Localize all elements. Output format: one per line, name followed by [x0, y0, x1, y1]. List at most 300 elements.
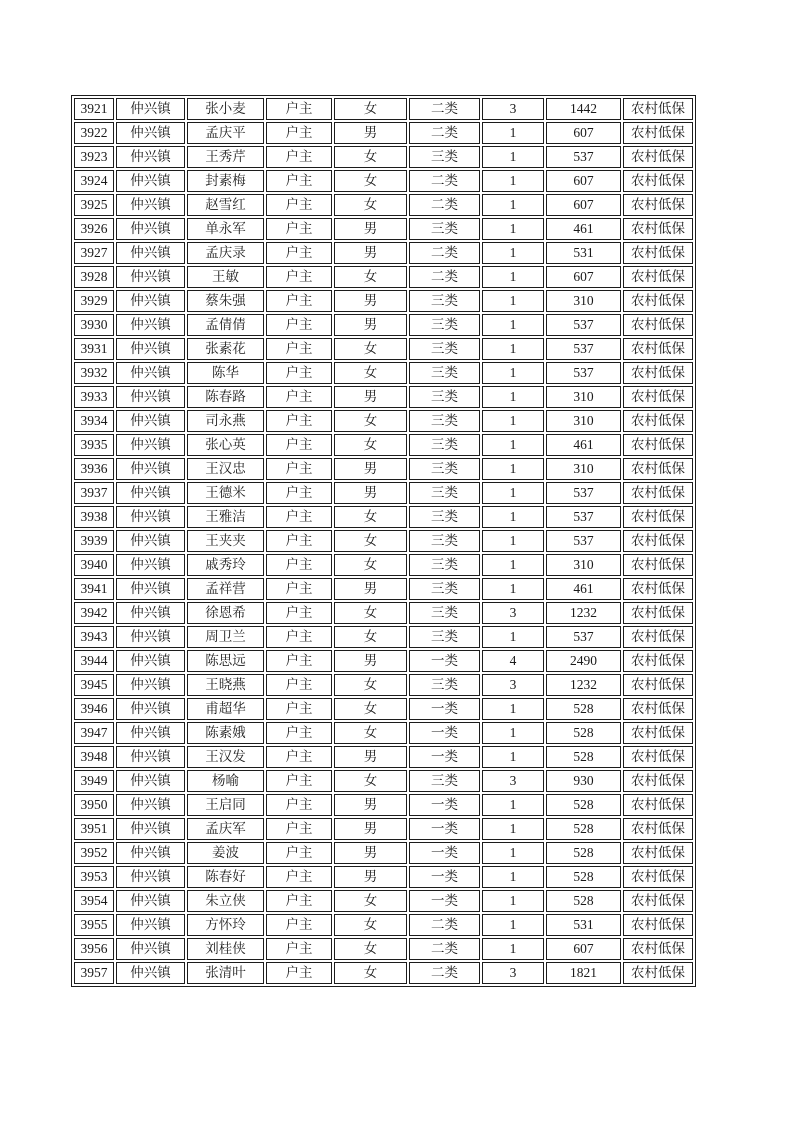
cell-gender: 男: [334, 482, 407, 504]
table-row: [74, 938, 693, 960]
table-row: [74, 122, 693, 144]
cell-serial: 3946: [74, 698, 114, 720]
cell-relation: 户主: [266, 818, 332, 840]
cell-gender: 女: [334, 362, 407, 384]
cell-gender: 女: [334, 506, 407, 528]
cell-category: 三类: [409, 386, 480, 408]
cell-serial: 3953: [74, 866, 114, 888]
cell-serial: 3955: [74, 914, 114, 936]
cell-type: 农村低保: [623, 578, 693, 600]
table-row: [74, 890, 693, 912]
cell-count: 1: [482, 890, 544, 912]
cell-name: 王秀芹: [187, 146, 264, 168]
cell-name: 陈思远: [187, 650, 264, 672]
cell-category: 二类: [409, 98, 480, 120]
cell-gender: 女: [334, 914, 407, 936]
cell-relation: 户主: [266, 434, 332, 456]
cell-count: 1: [482, 626, 544, 648]
cell-name: 方怀玲: [187, 914, 264, 936]
cell-serial: 3956: [74, 938, 114, 960]
cell-category: 二类: [409, 170, 480, 192]
cell-amount: 310: [546, 458, 621, 480]
cell-category: 二类: [409, 962, 480, 984]
cell-relation: 户主: [266, 218, 332, 240]
cell-type: 农村低保: [623, 554, 693, 576]
cell-amount: 528: [546, 698, 621, 720]
cell-amount: 528: [546, 818, 621, 840]
cell-serial: 3949: [74, 770, 114, 792]
cell-name: 王德米: [187, 482, 264, 504]
cell-amount: 528: [546, 722, 621, 744]
cell-relation: 户主: [266, 194, 332, 216]
cell-category: 三类: [409, 290, 480, 312]
cell-type: 农村低保: [623, 626, 693, 648]
cell-gender: 女: [334, 602, 407, 624]
cell-relation: 户主: [266, 242, 332, 264]
cell-serial: 3950: [74, 794, 114, 816]
cell-name: 周卫兰: [187, 626, 264, 648]
cell-amount: 537: [546, 506, 621, 528]
cell-amount: 531: [546, 914, 621, 936]
cell-town: 仲兴镇: [116, 626, 185, 648]
cell-count: 1: [482, 194, 544, 216]
cell-serial: 3943: [74, 626, 114, 648]
table-row: [74, 170, 693, 192]
cell-name: 孟倩倩: [187, 314, 264, 336]
cell-category: 一类: [409, 698, 480, 720]
cell-amount: 537: [546, 530, 621, 552]
cell-serial: 3948: [74, 746, 114, 768]
cell-name: 陈素娥: [187, 722, 264, 744]
cell-count: 1: [482, 314, 544, 336]
cell-amount: 528: [546, 866, 621, 888]
cell-name: 刘桂侠: [187, 938, 264, 960]
cell-category: 三类: [409, 362, 480, 384]
cell-town: 仲兴镇: [116, 674, 185, 696]
cell-category: 一类: [409, 818, 480, 840]
cell-amount: 537: [546, 146, 621, 168]
cell-relation: 户主: [266, 938, 332, 960]
cell-town: 仲兴镇: [116, 362, 185, 384]
cell-name: 张素花: [187, 338, 264, 360]
cell-town: 仲兴镇: [116, 794, 185, 816]
cell-category: 三类: [409, 146, 480, 168]
cell-relation: 户主: [266, 746, 332, 768]
cell-serial: 3954: [74, 890, 114, 912]
cell-count: 1: [482, 386, 544, 408]
cell-gender: 男: [334, 122, 407, 144]
cell-relation: 户主: [266, 554, 332, 576]
table-row: [74, 290, 693, 312]
cell-type: 农村低保: [623, 962, 693, 984]
cell-town: 仲兴镇: [116, 650, 185, 672]
cell-relation: 户主: [266, 602, 332, 624]
cell-gender: 男: [334, 386, 407, 408]
cell-amount: 461: [546, 218, 621, 240]
cell-category: 一类: [409, 722, 480, 744]
cell-relation: 户主: [266, 386, 332, 408]
cell-amount: 528: [546, 890, 621, 912]
cell-name: 王雅洁: [187, 506, 264, 528]
cell-count: 1: [482, 938, 544, 960]
cell-serial: 3921: [74, 98, 114, 120]
cell-category: 三类: [409, 578, 480, 600]
cell-gender: 男: [334, 458, 407, 480]
cell-serial: 3925: [74, 194, 114, 216]
cell-name: 王夹夹: [187, 530, 264, 552]
cell-type: 农村低保: [623, 458, 693, 480]
cell-amount: 537: [546, 482, 621, 504]
cell-town: 仲兴镇: [116, 866, 185, 888]
cell-name: 陈春好: [187, 866, 264, 888]
cell-relation: 户主: [266, 506, 332, 528]
cell-serial: 3924: [74, 170, 114, 192]
cell-type: 农村低保: [623, 890, 693, 912]
cell-gender: 女: [334, 770, 407, 792]
cell-category: 一类: [409, 866, 480, 888]
cell-town: 仲兴镇: [116, 410, 185, 432]
beneficiary-table: [71, 95, 696, 987]
cell-type: 农村低保: [623, 410, 693, 432]
table-row: [74, 482, 693, 504]
cell-amount: 930: [546, 770, 621, 792]
cell-relation: 户主: [266, 362, 332, 384]
cell-name: 封素梅: [187, 170, 264, 192]
cell-serial: 3936: [74, 458, 114, 480]
cell-category: 二类: [409, 938, 480, 960]
cell-relation: 户主: [266, 482, 332, 504]
table-row: [74, 746, 693, 768]
cell-count: 1: [482, 458, 544, 480]
table-row: [74, 338, 693, 360]
cell-category: 三类: [409, 434, 480, 456]
cell-type: 农村低保: [623, 722, 693, 744]
table-row: [74, 242, 693, 264]
cell-category: 三类: [409, 602, 480, 624]
cell-relation: 户主: [266, 698, 332, 720]
cell-relation: 户主: [266, 914, 332, 936]
cell-amount: 607: [546, 170, 621, 192]
cell-type: 农村低保: [623, 314, 693, 336]
cell-serial: 3935: [74, 434, 114, 456]
cell-relation: 户主: [266, 170, 332, 192]
table-row: [74, 266, 693, 288]
cell-amount: 528: [546, 794, 621, 816]
cell-name: 姜波: [187, 842, 264, 864]
cell-amount: 1232: [546, 674, 621, 696]
cell-count: 1: [482, 266, 544, 288]
cell-type: 农村低保: [623, 98, 693, 120]
cell-count: 1: [482, 362, 544, 384]
cell-type: 农村低保: [623, 242, 693, 264]
cell-town: 仲兴镇: [116, 698, 185, 720]
cell-serial: 3937: [74, 482, 114, 504]
cell-name: 蔡朱强: [187, 290, 264, 312]
cell-gender: 男: [334, 290, 407, 312]
table-row: [74, 818, 693, 840]
cell-amount: 461: [546, 578, 621, 600]
cell-category: 三类: [409, 554, 480, 576]
cell-serial: 3947: [74, 722, 114, 744]
cell-category: 一类: [409, 794, 480, 816]
cell-serial: 3933: [74, 386, 114, 408]
cell-category: 三类: [409, 338, 480, 360]
cell-count: 1: [482, 746, 544, 768]
cell-relation: 户主: [266, 122, 332, 144]
cell-town: 仲兴镇: [116, 170, 185, 192]
cell-town: 仲兴镇: [116, 818, 185, 840]
cell-type: 农村低保: [623, 506, 693, 528]
table-row: [74, 434, 693, 456]
cell-gender: 女: [334, 530, 407, 552]
cell-count: 1: [482, 698, 544, 720]
cell-count: 3: [482, 962, 544, 984]
cell-gender: 男: [334, 578, 407, 600]
cell-amount: 607: [546, 122, 621, 144]
cell-gender: 女: [334, 698, 407, 720]
cell-count: 1: [482, 578, 544, 600]
cell-gender: 男: [334, 866, 407, 888]
cell-count: 1: [482, 482, 544, 504]
cell-category: 三类: [409, 770, 480, 792]
cell-count: 1: [482, 722, 544, 744]
table-row: [74, 506, 693, 528]
cell-category: 二类: [409, 242, 480, 264]
cell-count: 3: [482, 602, 544, 624]
cell-gender: 男: [334, 314, 407, 336]
cell-category: 三类: [409, 314, 480, 336]
cell-relation: 户主: [266, 530, 332, 552]
cell-gender: 女: [334, 410, 407, 432]
cell-relation: 户主: [266, 722, 332, 744]
cell-category: 三类: [409, 482, 480, 504]
cell-count: 1: [482, 842, 544, 864]
cell-serial: 3939: [74, 530, 114, 552]
cell-count: 1: [482, 242, 544, 264]
table-row: [74, 554, 693, 576]
cell-town: 仲兴镇: [116, 146, 185, 168]
cell-type: 农村低保: [623, 290, 693, 312]
cell-category: 三类: [409, 458, 480, 480]
cell-amount: 2490: [546, 650, 621, 672]
cell-name: 张小麦: [187, 98, 264, 120]
cell-type: 农村低保: [623, 266, 693, 288]
cell-relation: 户主: [266, 146, 332, 168]
cell-count: 1: [482, 338, 544, 360]
cell-name: 徐恩希: [187, 602, 264, 624]
cell-name: 张清叶: [187, 962, 264, 984]
table-row: [74, 674, 693, 696]
cell-category: 一类: [409, 650, 480, 672]
cell-count: 1: [482, 554, 544, 576]
cell-serial: 3941: [74, 578, 114, 600]
cell-relation: 户主: [266, 890, 332, 912]
cell-amount: 537: [546, 314, 621, 336]
cell-serial: 3928: [74, 266, 114, 288]
cell-category: 二类: [409, 266, 480, 288]
cell-amount: 528: [546, 746, 621, 768]
cell-type: 农村低保: [623, 434, 693, 456]
cell-count: 4: [482, 650, 544, 672]
cell-town: 仲兴镇: [116, 770, 185, 792]
cell-category: 三类: [409, 506, 480, 528]
cell-type: 农村低保: [623, 746, 693, 768]
cell-serial: 3957: [74, 962, 114, 984]
cell-town: 仲兴镇: [116, 266, 185, 288]
cell-count: 1: [482, 290, 544, 312]
cell-type: 农村低保: [623, 674, 693, 696]
cell-gender: 女: [334, 890, 407, 912]
cell-serial: 3944: [74, 650, 114, 672]
cell-type: 农村低保: [623, 122, 693, 144]
table-row: [74, 314, 693, 336]
cell-gender: 女: [334, 338, 407, 360]
cell-town: 仲兴镇: [116, 962, 185, 984]
table-row: [74, 794, 693, 816]
cell-gender: 女: [334, 938, 407, 960]
cell-name: 赵雪红: [187, 194, 264, 216]
cell-gender: 男: [334, 746, 407, 768]
cell-type: 农村低保: [623, 866, 693, 888]
table-row: [74, 578, 693, 600]
cell-town: 仲兴镇: [116, 122, 185, 144]
cell-relation: 户主: [266, 338, 332, 360]
cell-gender: 男: [334, 818, 407, 840]
cell-amount: 1821: [546, 962, 621, 984]
cell-category: 二类: [409, 914, 480, 936]
cell-town: 仲兴镇: [116, 338, 185, 360]
cell-relation: 户主: [266, 290, 332, 312]
table-row: [74, 962, 693, 984]
cell-type: 农村低保: [623, 938, 693, 960]
table-row: [74, 146, 693, 168]
cell-town: 仲兴镇: [116, 242, 185, 264]
cell-amount: 607: [546, 266, 621, 288]
cell-count: 1: [482, 506, 544, 528]
cell-name: 戚秀玲: [187, 554, 264, 576]
cell-name: 孟庆军: [187, 818, 264, 840]
cell-name: 单永军: [187, 218, 264, 240]
cell-amount: 607: [546, 194, 621, 216]
cell-serial: 3927: [74, 242, 114, 264]
cell-name: 王敏: [187, 266, 264, 288]
cell-name: 司永燕: [187, 410, 264, 432]
cell-serial: 3930: [74, 314, 114, 336]
cell-count: 1: [482, 146, 544, 168]
cell-name: 杨喻: [187, 770, 264, 792]
cell-name: 王汉发: [187, 746, 264, 768]
cell-gender: 女: [334, 98, 407, 120]
cell-town: 仲兴镇: [116, 434, 185, 456]
cell-name: 孟庆平: [187, 122, 264, 144]
cell-relation: 户主: [266, 314, 332, 336]
cell-category: 一类: [409, 746, 480, 768]
table-row: [74, 530, 693, 552]
cell-town: 仲兴镇: [116, 98, 185, 120]
cell-count: 1: [482, 218, 544, 240]
cell-category: 三类: [409, 674, 480, 696]
cell-relation: 户主: [266, 770, 332, 792]
cell-count: 3: [482, 674, 544, 696]
table-row: [74, 698, 693, 720]
cell-type: 农村低保: [623, 842, 693, 864]
cell-town: 仲兴镇: [116, 194, 185, 216]
cell-gender: 女: [334, 626, 407, 648]
cell-town: 仲兴镇: [116, 290, 185, 312]
cell-amount: 310: [546, 410, 621, 432]
cell-gender: 女: [334, 722, 407, 744]
cell-town: 仲兴镇: [116, 914, 185, 936]
cell-type: 农村低保: [623, 194, 693, 216]
cell-type: 农村低保: [623, 698, 693, 720]
cell-name: 甫超华: [187, 698, 264, 720]
cell-serial: 3942: [74, 602, 114, 624]
cell-serial: 3929: [74, 290, 114, 312]
cell-gender: 女: [334, 674, 407, 696]
cell-name: 陈华: [187, 362, 264, 384]
cell-type: 农村低保: [623, 362, 693, 384]
cell-town: 仲兴镇: [116, 842, 185, 864]
cell-relation: 户主: [266, 578, 332, 600]
cell-gender: 女: [334, 194, 407, 216]
cell-type: 农村低保: [623, 602, 693, 624]
cell-amount: 528: [546, 842, 621, 864]
cell-amount: 1442: [546, 98, 621, 120]
cell-name: 孟庆录: [187, 242, 264, 264]
cell-relation: 户主: [266, 626, 332, 648]
cell-category: 三类: [409, 410, 480, 432]
cell-count: 1: [482, 914, 544, 936]
cell-type: 农村低保: [623, 818, 693, 840]
cell-count: 1: [482, 530, 544, 552]
table-body: [74, 98, 693, 984]
cell-gender: 女: [334, 170, 407, 192]
table-row: [74, 626, 693, 648]
cell-category: 一类: [409, 842, 480, 864]
cell-amount: 537: [546, 626, 621, 648]
cell-serial: 3951: [74, 818, 114, 840]
table-row: [74, 194, 693, 216]
table-row: [74, 362, 693, 384]
table-row: [74, 650, 693, 672]
cell-town: 仲兴镇: [116, 530, 185, 552]
cell-type: 农村低保: [623, 482, 693, 504]
table-row: [74, 386, 693, 408]
cell-type: 农村低保: [623, 146, 693, 168]
cell-category: 二类: [409, 194, 480, 216]
cell-town: 仲兴镇: [116, 746, 185, 768]
cell-amount: 1232: [546, 602, 621, 624]
cell-category: 三类: [409, 218, 480, 240]
cell-count: 1: [482, 410, 544, 432]
table-row: [74, 866, 693, 888]
cell-gender: 女: [334, 554, 407, 576]
cell-count: 1: [482, 794, 544, 816]
cell-gender: 男: [334, 650, 407, 672]
cell-serial: 3938: [74, 506, 114, 528]
cell-relation: 户主: [266, 842, 332, 864]
cell-town: 仲兴镇: [116, 722, 185, 744]
cell-serial: 3934: [74, 410, 114, 432]
cell-gender: 女: [334, 146, 407, 168]
cell-town: 仲兴镇: [116, 314, 185, 336]
cell-town: 仲兴镇: [116, 458, 185, 480]
cell-serial: 3923: [74, 146, 114, 168]
table-row: [74, 722, 693, 744]
cell-serial: 3932: [74, 362, 114, 384]
table-row: [74, 218, 693, 240]
cell-category: 二类: [409, 122, 480, 144]
